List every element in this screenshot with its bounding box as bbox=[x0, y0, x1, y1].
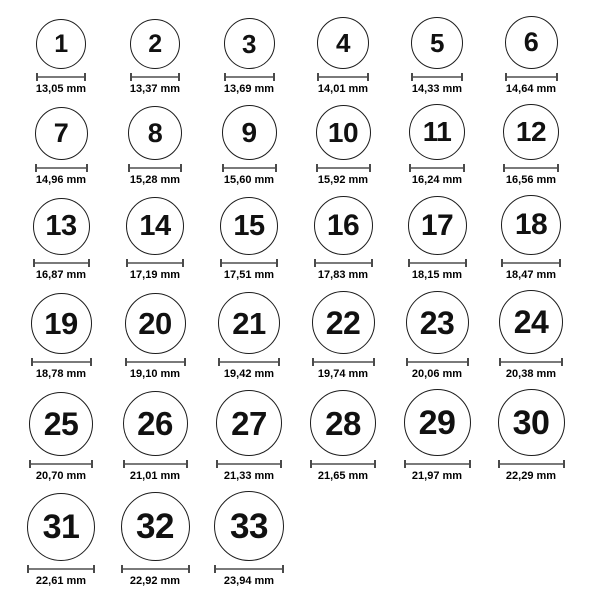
measure-line bbox=[406, 463, 469, 465]
ring-circle bbox=[503, 104, 559, 160]
ring-circle bbox=[128, 106, 182, 160]
ring-size-row bbox=[14, 491, 578, 588]
diameter-measure-bracket bbox=[125, 358, 186, 366]
ring-circle bbox=[408, 196, 467, 255]
diameter-measure-bracket bbox=[123, 460, 188, 468]
ring-size-cell bbox=[484, 389, 578, 483]
diameter-label: 22,29 mm bbox=[505, 470, 557, 482]
ring-size-number: 33 bbox=[230, 506, 268, 546]
ring-size-cell bbox=[296, 196, 390, 282]
diameter-measure-bracket bbox=[404, 460, 471, 468]
ring-size-number: 16 bbox=[326, 208, 360, 242]
ring-size-cell bbox=[390, 389, 484, 483]
diameter-label: 22,61 mm bbox=[35, 575, 87, 587]
diameter-label: 18,15 mm bbox=[411, 269, 463, 281]
ring-circle bbox=[126, 197, 184, 255]
ring-circle bbox=[29, 392, 93, 456]
ring-size-number: 18 bbox=[514, 208, 548, 241]
ring-circle bbox=[224, 18, 275, 69]
ring-size-number: 26 bbox=[137, 405, 173, 442]
ring-size-row bbox=[14, 104, 578, 187]
measure-line bbox=[316, 262, 371, 264]
measure-line bbox=[226, 76, 273, 78]
measure-line bbox=[125, 463, 186, 465]
diameter-measure-bracket bbox=[498, 460, 565, 468]
diameter-label: 14,01 mm bbox=[317, 83, 369, 95]
measure-line bbox=[218, 463, 280, 465]
measure-line bbox=[130, 167, 180, 169]
diameter-measure-bracket bbox=[130, 73, 180, 81]
diameter-measure-bracket bbox=[505, 73, 558, 81]
diameter-measure-bracket bbox=[31, 358, 92, 366]
ring-size-cell bbox=[14, 293, 108, 381]
ring-size-cell bbox=[14, 392, 108, 483]
ring-size-number: 23 bbox=[419, 304, 455, 341]
measure-line bbox=[413, 76, 461, 78]
ring-size-cell bbox=[390, 104, 484, 187]
diameter-measure-bracket bbox=[220, 259, 278, 267]
ring-circle bbox=[406, 291, 469, 354]
ring-size-number: 3 bbox=[242, 28, 256, 59]
ring-circle bbox=[505, 16, 558, 69]
ring-size-cell bbox=[390, 196, 484, 282]
diameter-label: 14,96 mm bbox=[35, 174, 87, 186]
ring-size-number: 19 bbox=[44, 306, 78, 341]
diameter-measure-bracket bbox=[316, 164, 371, 172]
measure-line bbox=[127, 361, 184, 363]
diameter-measure-bracket bbox=[408, 259, 467, 267]
ring-circle bbox=[27, 493, 95, 561]
ring-circle bbox=[222, 105, 277, 160]
measure-line bbox=[312, 463, 374, 465]
diameter-label: 13,37 mm bbox=[129, 83, 181, 95]
diameter-measure-bracket bbox=[36, 73, 86, 81]
ring-size-cell bbox=[296, 390, 390, 483]
ring-circle bbox=[404, 389, 471, 456]
diameter-label: 16,56 mm bbox=[505, 174, 557, 186]
measure-line bbox=[128, 262, 182, 264]
ring-circle bbox=[499, 290, 563, 354]
ring-size-cell bbox=[14, 19, 108, 96]
ring-size-cell bbox=[296, 291, 390, 381]
diameter-measure-bracket bbox=[218, 358, 280, 366]
measure-line bbox=[505, 167, 557, 169]
diameter-label: 14,64 mm bbox=[505, 83, 557, 95]
diameter-measure-bracket bbox=[35, 164, 88, 172]
ring-size-cell bbox=[108, 19, 202, 96]
ring-size-row bbox=[14, 290, 578, 381]
ring-size-number: 15 bbox=[233, 209, 265, 242]
ring-size-number: 32 bbox=[136, 507, 174, 546]
diameter-label: 13,05 mm bbox=[35, 83, 87, 95]
ring-size-cell bbox=[108, 106, 202, 187]
ring-size-number: 31 bbox=[42, 508, 80, 546]
ring-circle bbox=[501, 195, 561, 255]
measure-line bbox=[38, 76, 84, 78]
diameter-label: 17,19 mm bbox=[129, 269, 181, 281]
ring-size-number: 25 bbox=[43, 406, 79, 442]
ring-size-number: 13 bbox=[45, 210, 77, 242]
measure-line bbox=[410, 262, 465, 264]
diameter-measure-bracket bbox=[406, 358, 469, 366]
diameter-label: 21,01 mm bbox=[129, 470, 181, 482]
measure-line bbox=[35, 262, 88, 264]
ring-size-number: 5 bbox=[430, 28, 444, 58]
ring-size-number: 11 bbox=[422, 116, 452, 147]
diameter-label: 21,65 mm bbox=[317, 470, 369, 482]
ring-size-cell bbox=[108, 293, 202, 381]
measure-line bbox=[132, 76, 178, 78]
ring-size-cell bbox=[296, 17, 390, 96]
measure-line bbox=[220, 361, 278, 363]
diameter-measure-bracket bbox=[126, 259, 184, 267]
measure-line bbox=[318, 167, 369, 169]
ring-size-number: 7 bbox=[53, 118, 69, 148]
diameter-label: 16,87 mm bbox=[35, 269, 87, 281]
ring-size-number: 9 bbox=[241, 116, 257, 148]
measure-line bbox=[501, 361, 561, 363]
measure-line bbox=[222, 262, 276, 264]
ring-size-cell bbox=[202, 197, 296, 282]
diameter-label: 17,51 mm bbox=[223, 269, 275, 281]
ring-circle bbox=[411, 17, 463, 69]
ring-size-number: 30 bbox=[512, 403, 550, 442]
diameter-label: 20,70 mm bbox=[35, 470, 87, 482]
diameter-label: 15,28 mm bbox=[129, 174, 181, 186]
ring-size-cell bbox=[484, 104, 578, 187]
diameter-label: 19,42 mm bbox=[223, 368, 275, 380]
diameter-measure-bracket bbox=[312, 358, 375, 366]
ring-size-number: 28 bbox=[325, 404, 361, 442]
measure-line bbox=[507, 76, 556, 78]
ring-circle bbox=[310, 390, 376, 456]
ring-size-number: 21 bbox=[232, 305, 266, 341]
ring-circle bbox=[409, 104, 465, 160]
ring-size-cell bbox=[108, 492, 202, 588]
diameter-measure-bracket bbox=[222, 164, 277, 172]
measure-line bbox=[37, 167, 86, 169]
diameter-measure-bracket bbox=[310, 460, 376, 468]
measure-line bbox=[31, 463, 91, 465]
ring-size-number: 22 bbox=[325, 304, 361, 341]
measure-line bbox=[123, 568, 188, 570]
diameter-label: 19,74 mm bbox=[317, 368, 369, 380]
ring-circle bbox=[36, 19, 86, 69]
ring-size-cell bbox=[108, 391, 202, 483]
ring-circle bbox=[220, 197, 278, 255]
ring-size-number: 17 bbox=[420, 208, 454, 242]
diameter-measure-bracket bbox=[411, 73, 463, 81]
diameter-measure-bracket bbox=[501, 259, 561, 267]
measure-line bbox=[224, 167, 275, 169]
ring-size-cell bbox=[108, 197, 202, 282]
ring-circle bbox=[33, 198, 90, 255]
ring-circle bbox=[316, 105, 371, 160]
diameter-measure-bracket bbox=[317, 73, 369, 81]
ring-circle bbox=[31, 293, 92, 354]
ring-size-cell bbox=[202, 18, 296, 96]
diameter-measure-bracket bbox=[121, 565, 190, 573]
diameter-measure-bracket bbox=[27, 565, 95, 573]
ring-size-number: 10 bbox=[327, 116, 359, 148]
diameter-measure-bracket bbox=[29, 460, 93, 468]
diameter-measure-bracket bbox=[33, 259, 90, 267]
diameter-measure-bracket bbox=[216, 460, 282, 468]
measure-line bbox=[319, 76, 367, 78]
ring-size-cell bbox=[14, 493, 108, 588]
ring-size-cell bbox=[484, 290, 578, 381]
ring-size-number: 6 bbox=[523, 27, 539, 57]
ring-size-number: 12 bbox=[515, 116, 547, 147]
ring-circle bbox=[216, 390, 282, 456]
diameter-label: 17,83 mm bbox=[317, 269, 369, 281]
ring-circle bbox=[35, 107, 88, 160]
ring-circle bbox=[123, 391, 188, 456]
ring-size-number: 29 bbox=[418, 403, 456, 442]
measure-line bbox=[314, 361, 373, 363]
diameter-label: 13,69 mm bbox=[223, 83, 275, 95]
diameter-label: 18,78 mm bbox=[35, 368, 87, 380]
ring-size-cell bbox=[390, 17, 484, 96]
ring-circle bbox=[130, 19, 180, 69]
diameter-label: 21,97 mm bbox=[411, 470, 463, 482]
measure-line bbox=[503, 262, 559, 264]
ring-size-row bbox=[14, 195, 578, 282]
ring-size-number: 14 bbox=[139, 209, 171, 242]
diameter-label: 14,33 mm bbox=[411, 83, 463, 95]
ring-size-number: 1 bbox=[54, 29, 68, 58]
ring-size-number: 2 bbox=[148, 29, 162, 58]
ring-size-cell bbox=[202, 105, 296, 187]
measure-line bbox=[216, 568, 282, 570]
diameter-label: 20,38 mm bbox=[505, 368, 557, 380]
diameter-label: 16,24 mm bbox=[411, 174, 463, 186]
diameter-measure-bracket bbox=[503, 164, 559, 172]
measure-line bbox=[29, 568, 93, 570]
diameter-label: 15,60 mm bbox=[223, 174, 275, 186]
ring-circle bbox=[214, 491, 284, 561]
ring-size-cell bbox=[202, 390, 296, 483]
diameter-measure-bracket bbox=[128, 164, 182, 172]
ring-size-cell bbox=[296, 105, 390, 187]
ring-circle bbox=[314, 196, 373, 255]
ring-circle bbox=[312, 291, 375, 354]
measure-line bbox=[33, 361, 90, 363]
ring-size-row bbox=[14, 16, 578, 96]
diameter-label: 19,10 mm bbox=[129, 368, 181, 380]
ring-size-number: 8 bbox=[147, 117, 163, 148]
ring-circle bbox=[498, 389, 565, 456]
diameter-label: 21,33 mm bbox=[223, 470, 275, 482]
measure-line bbox=[500, 463, 563, 465]
diameter-label: 22,92 mm bbox=[129, 575, 181, 587]
diameter-label: 23,94 mm bbox=[223, 575, 275, 587]
ring-size-number: 20 bbox=[138, 306, 172, 341]
ring-size-cell bbox=[484, 16, 578, 96]
diameter-label: 20,06 mm bbox=[411, 368, 463, 380]
ring-size-cell bbox=[202, 491, 296, 588]
diameter-label: 18,47 mm bbox=[505, 269, 557, 281]
diameter-measure-bracket bbox=[214, 565, 284, 573]
ring-size-cell bbox=[14, 198, 108, 282]
ring-circle bbox=[121, 492, 190, 561]
ring-size-cell bbox=[390, 291, 484, 381]
ring-size-cell bbox=[202, 292, 296, 381]
diameter-measure-bracket bbox=[499, 358, 563, 366]
ring-size-cell bbox=[14, 107, 108, 187]
ring-size-number: 4 bbox=[336, 28, 350, 58]
ring-circle bbox=[125, 293, 186, 354]
measure-line bbox=[408, 361, 467, 363]
diameter-measure-bracket bbox=[224, 73, 275, 81]
ring-size-row bbox=[14, 389, 578, 483]
diameter-label: 15,92 mm bbox=[317, 174, 369, 186]
ring-size-cell bbox=[484, 195, 578, 282]
ring-size-number: 27 bbox=[231, 404, 267, 442]
ring-circle bbox=[218, 292, 280, 354]
measure-line bbox=[411, 167, 463, 169]
ring-size-number: 24 bbox=[513, 304, 549, 340]
ring-circle bbox=[317, 17, 369, 69]
diameter-measure-bracket bbox=[409, 164, 465, 172]
diameter-measure-bracket bbox=[314, 259, 373, 267]
